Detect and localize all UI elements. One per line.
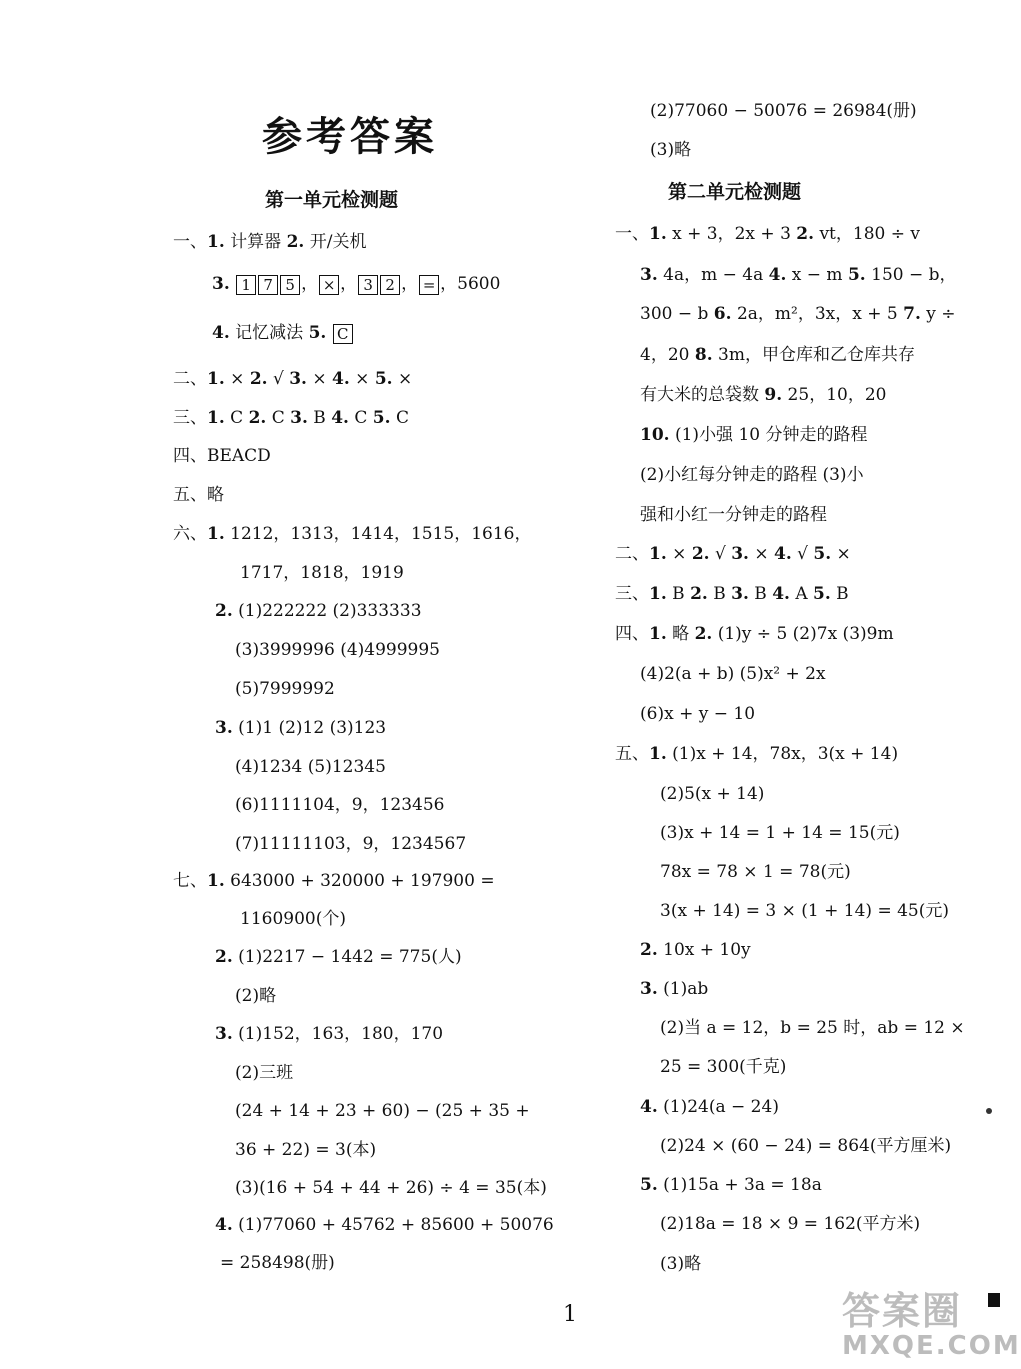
unit2-answer-line: 25 = 300(千克) (660, 1057, 787, 1077)
unit2-answer-line: 一、1. x + 3，2x + 3 2. vt，180 ÷ v (615, 224, 920, 244)
unit2-answer-line: 3. 4a，m − 4a 4. x − m 5. 150 − b， (640, 265, 957, 285)
unit1-answer-line: 4. (1)77060 + 45762 + 85600 + 50076 (215, 1215, 554, 1235)
unit2-answer-line: (3)略 (660, 1254, 702, 1274)
unit1-answer-line: (3)(16 + 54 + 44 + 26) ÷ 4 = 35(本) (235, 1178, 547, 1198)
unit2-answer-line: (2)当 a = 12，b = 25 时，ab = 12 × (660, 1018, 965, 1038)
calculator-key-icon: C (333, 324, 353, 344)
unit2-answer-line: 4. (1)24(a − 24) (640, 1097, 779, 1117)
page-title: 参考答案 (262, 113, 438, 160)
margin-dot (986, 1108, 992, 1114)
unit2-answer-line: (2)小红每分钟走的路程 (3)小 (640, 465, 864, 485)
unit2-answer-line: 有大米的总袋数 9. 25，10，20 (640, 385, 887, 405)
unit1-answer-line: 3. (1)1 (2)12 (3)123 (215, 718, 387, 738)
unit2-answer-line: 强和小红一分钟走的路程 (640, 505, 827, 525)
unit2-answer-line: 300 − b 6. 2a，m²，3x，x + 5 7. y ÷ (640, 304, 956, 324)
unit2-heading: 第二单元检测题 (668, 181, 802, 203)
unit2-answer-line: (2)18a = 18 × 9 = 162(平方米) (660, 1214, 921, 1234)
unit1-answer-line: (24 + 14 + 23 + 60) − (25 + 35 + (235, 1101, 530, 1121)
unit2-answer-line: (3)x + 14 = 1 + 14 = 15(元) (660, 823, 900, 843)
unit1-answer-line: 二、1. × 2. √ 3. × 4. × 5. × (173, 369, 413, 389)
unit2-answer-line: 78x = 78 × 1 = 78(元) (660, 862, 851, 882)
unit1-answer-line: = 258498(册) (220, 1253, 335, 1273)
unit1-answer-line: 4. 记忆减法 5. C (212, 322, 354, 344)
unit1-answer-line: 七、1. 643000 + 320000 + 197900 = (173, 871, 495, 891)
watermark-logo: 答案圈 MXQE.COM (842, 1289, 1021, 1361)
unit1-answer-line: 3. (1)152，163，180，170 (215, 1024, 444, 1044)
unit2-answer-line: 5. (1)15a + 3a = 18a (640, 1175, 822, 1195)
unit1-answer-line: 五、略 (173, 485, 224, 505)
unit1-answer-line: 2. (1)222222 (2)333333 (215, 601, 422, 621)
unit1-answer-line: 2. (1)2217 − 1442 = 775(人) (215, 947, 462, 967)
unit1-answer-line: (5)7999992 (235, 679, 335, 699)
unit2-answer-line: (6)x + y − 10 (640, 704, 756, 724)
unit1-answer-line: 四、BEACD (173, 446, 271, 466)
unit1-answer-line: (4)1234 (5)12345 (235, 757, 386, 777)
right-top-line-2: (3)略 (650, 140, 692, 160)
unit2-answer-line: (2)5(x + 14) (660, 784, 765, 804)
unit1-answer-line: (2)略 (235, 986, 277, 1006)
calculator-key-icon: 3 (358, 275, 378, 295)
unit2-answer-line: 10. (1)小强 10 分钟走的路程 (640, 425, 868, 445)
unit2-answer-line: (2)24 × (60 − 24) = 864(平方厘米) (660, 1136, 952, 1156)
unit1-heading: 第一单元检测题 (265, 189, 399, 211)
page-corner-mark (988, 1293, 1000, 1307)
unit1-answer-line: (6)1111104，9，123456 (235, 795, 445, 815)
unit2-answer-line: 4，20 8. 3m，甲仓库和乙仓库共存 (640, 345, 915, 365)
unit2-answer-line: 三、1. B 2. B 3. B 4. A 5. B (615, 584, 849, 604)
unit2-answer-line: 3. (1)ab (640, 979, 709, 999)
unit2-answer-line: 2. 10x + 10y (640, 940, 751, 960)
calculator-key-icon: 1 (236, 275, 256, 295)
page-number: 1 (563, 1302, 577, 1327)
unit1-answer-line: 六、1. 1212，1313，1414，1515，1616， (173, 524, 532, 544)
calculator-key-icon: 5 (280, 275, 300, 295)
unit2-answer-line: 五、1. (1)x + 14，78x，3(x + 14) (615, 744, 899, 764)
unit1-answer-line: 一、1. 计算器 2. 开/关机 (173, 232, 367, 252)
unit1-answer-line: (2)三班 (235, 1063, 294, 1083)
unit1-answer-line: 36 + 22) = 3(本) (235, 1140, 377, 1160)
calculator-key-icon: × (319, 275, 339, 295)
unit1-answer-line: 1717，1818，1919 (240, 563, 404, 583)
calculator-key-icon: 2 (380, 275, 400, 295)
unit2-answer-line: (4)2(a + b) (5)x² + 2x (640, 664, 826, 684)
unit1-answer-line: (7)11111103，9，1234567 (235, 834, 467, 854)
unit1-answer-line: 三、1. C 2. C 3. B 4. C 5. C (173, 408, 409, 428)
unit2-answer-line: 四、1. 略 2. (1)y ÷ 5 (2)7x (3)9m (615, 624, 894, 644)
calculator-key-icon: = (419, 275, 439, 295)
unit1-answer-line: 1160900(个) (240, 909, 346, 929)
unit2-answer-line: 3(x + 14) = 3 × (1 + 14) = 45(元) (660, 901, 949, 921)
unit1-answer-line: (3)3999996 (4)4999995 (235, 640, 440, 660)
unit2-answer-line: 二、1. × 2. √ 3. × 4. √ 5. × (615, 544, 851, 564)
calculator-key-icon: 7 (258, 275, 278, 295)
right-top-line-1: (2)77060 − 50076 = 26984(册) (650, 101, 917, 121)
unit1-answer-line: 3. 1 7 5 ， × ， 3 2 ， = ，5600 (212, 274, 501, 294)
